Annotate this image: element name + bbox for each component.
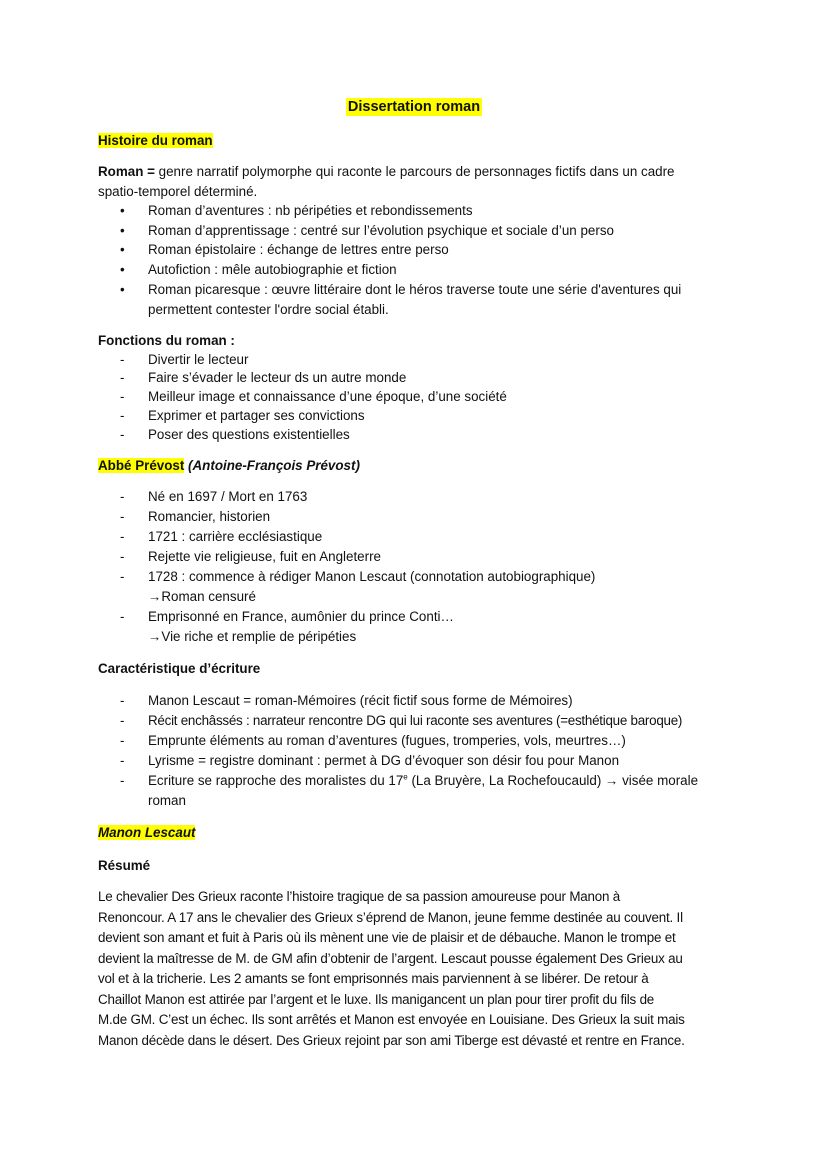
item-text: Romancier, historien bbox=[148, 509, 271, 524]
page-title: Dissertation roman bbox=[347, 99, 481, 115]
paragraph-line: Manon décède dans le désert. Des Grieux rejoint par son ami Tiberge est dévasté et rentre en France. bbox=[98, 1032, 685, 1048]
paragraph-line: Renoncour. A 17 ans le chevalier des Grieux s’éprend de Manon, jeune femme destinée au couvent. Il bbox=[98, 909, 683, 925]
def-text-cont: spatio-temporel déterminé. bbox=[98, 183, 258, 199]
dash-icon: - bbox=[120, 529, 125, 544]
dash-icon: - bbox=[120, 549, 125, 564]
arrow-right-icon: → bbox=[148, 589, 162, 604]
paragraph-line: vol et à la tricherie. Les 2 amants se font emprisonnés mais parviennent à se libérer. De retour à bbox=[98, 971, 649, 986]
paragraph-line: devient son amant et fuit à Paris où ils mènent une vie de plaisir et de débauche. Manon le trompe et bbox=[98, 930, 676, 945]
item-text: Roman picaresque : œuvre littéraire dont le héros traverse toute une série d'aventures qui bbox=[148, 281, 682, 297]
dash-icon: - bbox=[120, 693, 125, 708]
item-text: Divertir le lecteur bbox=[148, 351, 249, 367]
dash-icon: - bbox=[120, 389, 125, 405]
item-text: Faire s’évader le lecteur ds un autre monde bbox=[148, 370, 407, 386]
item-text: Lyrisme = registre dominant : permet à DG d’évoquer son désir fou pour Manon bbox=[148, 753, 620, 768]
ecriture-list bbox=[98, 691, 798, 811]
heading-histoire: Histoire du roman bbox=[98, 133, 213, 148]
dash-icon: - bbox=[120, 351, 125, 367]
list-item bbox=[98, 260, 778, 280]
list-item bbox=[98, 507, 748, 527]
prevost-list bbox=[98, 487, 748, 647]
item-arrow-note bbox=[98, 587, 748, 607]
list-item bbox=[98, 691, 798, 711]
list-item bbox=[98, 487, 748, 507]
paragraph-line: M.de GM. C’est un échec. Ils sont arrêtés et Manon est envoyée en Louisiane. Des Grieux la suit mais bbox=[98, 1012, 685, 1027]
arrow-right-icon: → bbox=[148, 629, 162, 644]
item-text: Meilleur image et connaissance d’une époque, d’une société bbox=[148, 389, 507, 405]
list-item bbox=[98, 771, 798, 791]
item-text: Emprisonné en France, aumônier du prince Conti… bbox=[148, 609, 454, 624]
list-item bbox=[98, 351, 748, 370]
item-text: Ecriture se rapproche des moralistes du 17 bbox=[148, 773, 404, 788]
dash-icon: - bbox=[120, 370, 125, 386]
bullet-icon: • bbox=[120, 203, 125, 219]
heading-resume: Résumé bbox=[98, 858, 151, 873]
list-item bbox=[98, 751, 798, 771]
roman-definition bbox=[98, 162, 778, 320]
list-item bbox=[98, 567, 748, 587]
superscript: e bbox=[403, 772, 408, 782]
list-item bbox=[98, 731, 798, 751]
def-term: Roman = bbox=[98, 164, 155, 179]
list-item bbox=[98, 388, 748, 407]
item-text: Vie riche et remplie de péripéties bbox=[161, 629, 357, 644]
item-text-cont: roman bbox=[148, 793, 186, 808]
dash-icon: - bbox=[120, 733, 125, 748]
dash-icon: - bbox=[120, 569, 125, 584]
item-text: Roman épistolaire : échange de lettres entre perso bbox=[148, 242, 449, 258]
list-item bbox=[98, 547, 748, 567]
item-text: Rejette vie religieuse, fuit en Angleterre bbox=[148, 549, 381, 564]
list-item bbox=[98, 527, 748, 547]
dash-icon: - bbox=[120, 427, 125, 443]
item-text: Manon Lescaut = roman-Mémoires (récit fictif sous forme de Mémoires) bbox=[148, 693, 573, 708]
paragraph-line: devient la maîtresse de M. de GM afin d’obtenir de l’argent. Lescaut pousse également Des Grieux au bbox=[98, 950, 683, 966]
item-text: Roman d’aventures : nb péripéties et rebondissements bbox=[148, 203, 473, 219]
item-text: Exprimer et partager ses convictions bbox=[148, 408, 365, 424]
bullet-icon: • bbox=[120, 281, 125, 297]
heading-manon: Manon Lescaut bbox=[98, 825, 196, 840]
item-text: Récit enchâssés : narrateur rencontre DG qui lui raconte ses aventures (=esthétique baroque) bbox=[148, 713, 683, 728]
resume-heading-wrap bbox=[98, 856, 748, 876]
paragraph-line: Le chevalier Des Grieux raconte l’histoire tragique de sa passion amoureuse pour Manon à bbox=[98, 889, 621, 904]
heading-ecriture: Caractéristique d’écriture bbox=[98, 661, 261, 676]
heading-prevost: Abbé Prévost bbox=[98, 458, 185, 473]
item-text: Né en 1697 / Mort en 1763 bbox=[148, 489, 308, 504]
section-prevost bbox=[98, 456, 748, 476]
list-item bbox=[98, 240, 778, 260]
item-text: (La Bruyère, La Rochefoucauld) → visée morale bbox=[407, 773, 699, 788]
list-item bbox=[98, 221, 778, 241]
section-manon bbox=[98, 823, 748, 843]
dash-icon: - bbox=[120, 753, 125, 768]
section-fonctions bbox=[98, 331, 748, 445]
list-item bbox=[98, 407, 748, 426]
list-item bbox=[98, 201, 778, 221]
dash-icon: - bbox=[120, 713, 125, 728]
dash-icon: - bbox=[120, 773, 125, 788]
item-text: Roman d’apprentissage : centré sur l’évolution psychique et sociale d’un perso bbox=[148, 222, 614, 238]
item-text: Emprunte éléments au roman d’aventures (fugues, tromperies, vols, meurtres…) bbox=[148, 733, 626, 748]
list-item bbox=[98, 711, 798, 731]
list-item bbox=[98, 607, 748, 627]
list-item bbox=[98, 426, 748, 445]
dash-icon: - bbox=[120, 509, 125, 524]
dash-icon: - bbox=[120, 489, 125, 504]
section-histoire bbox=[98, 131, 748, 151]
resume-paragraph bbox=[98, 887, 798, 1051]
item-arrow-note bbox=[98, 627, 748, 647]
bullet-icon: • bbox=[120, 261, 125, 277]
item-text: Poser des questions existentielles bbox=[148, 427, 350, 443]
item-text: Autofiction : mêle autobiographie et fiction bbox=[148, 261, 397, 277]
item-text: 1721 : carrière ecclésiastique bbox=[148, 529, 323, 544]
dash-icon: - bbox=[120, 609, 125, 624]
list-item bbox=[98, 280, 778, 301]
heading-fonctions: Fonctions du roman : bbox=[98, 333, 235, 348]
list-item bbox=[98, 369, 748, 388]
heading-prevost-sub: (Antoine-François Prévost) bbox=[184, 458, 360, 473]
bullet-icon: • bbox=[120, 222, 125, 238]
paragraph-line: Chaillot Manon est attirée par l’argent et le luxe. Ils manigancent un plan pour tirer profit du fils de bbox=[98, 991, 655, 1007]
item-text-cont: permettent contester l'ordre social établi. bbox=[148, 302, 389, 318]
bullet-icon: • bbox=[120, 242, 125, 258]
item-text: Roman censuré bbox=[161, 589, 256, 604]
def-text: genre narratif polymorphe qui raconte le parcours de personnages fictifs dans un cadre bbox=[154, 164, 675, 179]
dash-icon: - bbox=[120, 408, 125, 424]
item-text: 1728 : commence à rédiger Manon Lescaut (connotation autobiographique) bbox=[148, 569, 596, 584]
section-ecriture bbox=[98, 659, 748, 679]
